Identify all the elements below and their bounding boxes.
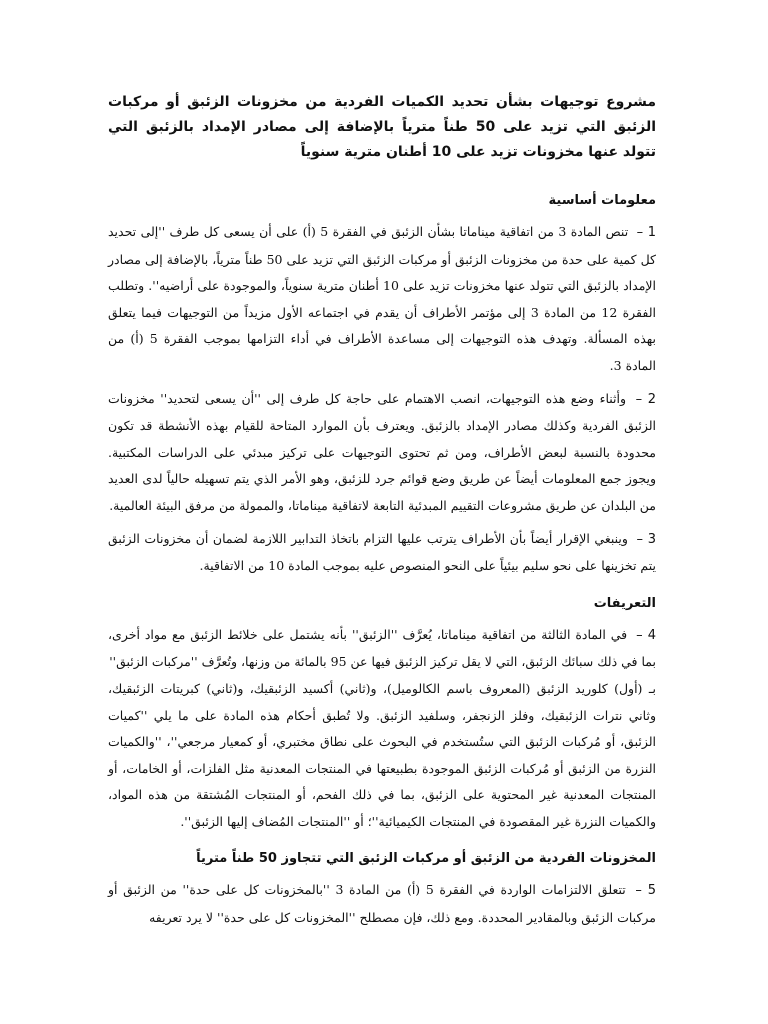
section-heading-individual-stocks: المخزونات الفردية من الزئبق أو مركبات الزئبق التي تتجاوز 50 طناً مترياً [196,851,656,867]
paragraph-number: 1 – [636,225,656,240]
document-title: مشروع توجيهات بشأن تحديد الكميات الفردية من مخزونات الزئبق أو مركبات الزئبق التي تزيد على 50 طناً مترياً بالإضافة إلى مصادر الإمداد بالزئبق التي تتولد عنها مخزونات تزيد على 10 أطنان مترية سنوياً [108,94,656,160]
paragraph-text: في المادة الثالثة من اتفاقية ميناماتا، يُعرَّف ''الزئبق'' بأنه يشتمل على خلائط الزئبق مع مواد أخرى، بما في ذلك سبائك الزئبق، التي لا يقل تركيز الزئبق فيها عن 95 بالمائة من وزنها، وتُعرَّف ''مركبات الزئبق'' [108,626,656,670]
paragraph-text: بـ (أول) كلوريد الزئبق (المعروف باسم الكالوميل)، و(ثاني) أكسيد الزئبقيك، و(ثاني) كبريتات الزئبقيك، وثاني نترات الزئبقيك، وفلز الزنجفر، وسلفيد الزئبق. ولا تُطبق أحكام هذه المادة على ما يلي ''كميات الزئبق، أو مُركبات الزئبق التي ستُستخدم في البحوث على نطاق مختبري، أو كمعيار مرجعي''، ''والكميات النزرة من الزئبق أو مُركبات الزئبق الموجودة بطبيعتها في المنتجات المعدنية مثل الفلزات، أو الخامات، أو المنتجات المعدنية غير المحتوية على الزئبق، بما في ذلك الفحم، أو المنتجات المُشتقة من هذه المواد، والكميات النزرة غير المقصودة في المنتجات الكيميائية''؛ أو ''المنتجات المُضاف إليها الزئبق''. [108,680,656,829]
paragraph-text: تتعلق الالتزامات الواردة في الفقرة 5 (أ) من المادة 3 ''بالمخزونات كل على حدة'' من الزئبق أو مركبات الزئبق وبالمقادير المحددة. ومع ذلك، فإن مصطلح ''المخزونات كل على حدة'' لا يرد تعريفه [108,882,656,926]
paragraph-2 [108,386,656,520]
paragraph-3 [108,526,656,580]
paragraph-5 [108,877,656,931]
paragraph-4-continued [108,676,656,836]
paragraph-1 [108,219,656,380]
section-heading-definitions: التعريفات [593,595,656,611]
paragraph-number: 2 – [635,391,657,407]
paragraph-number: 4 – [636,627,656,643]
paragraph-text: وأثناء وضع هذه التوجيهات، انصب الاهتمام على حاجة كل طرف إلى ''أن يسعى لتحديد'' مخزونات الزئبق الفردية وكذلك مصادر الإمداد بالزئبق. ويعترف بأن الموارد المتاحة للقيام بهذه الأنشطة قد تكون محدودة بالنسبة لبعض الأطراف، ومن ثم تحتوى التوجيهات على تركيز مبدئي على الدراسات المكتبية. ويجوز جمع المعلومات أيضاً عن طريق وضع قوائم جرد للزئبق، وهو الأمر الذي يتم تسهيله حالياً لدى العديد من البلدان عن طريق مشروعات التقييم المبدئية التابعة لاتفاقية ميناماتا، والممولة من مرفق البيئة العالمية. [108,390,656,513]
paragraph-4 [108,622,656,676]
section-heading-background: معلومات أساسية [548,193,656,208]
document-page [108,60,656,932]
paragraph-text: تنص المادة 3 من اتفاقية ميناماتا بشأن الزئبق في الفقرة 5 (أ) على أن يسعى كل طرف ''إلى تحديد كل كمية على حدة من مخزونات الزئبق أو مركبات الزئبق التي تزيد على 50 طناً مترياً، بالإضافة إلى مصادر الإمداد بالزئبق التي تتولد عنها مخزونات تزيد على 10 أطنان مترية سنوياً، والموجودة على أراضيه''. وتطلب الفقرة 12 من المادة 3 إلى مؤتمر الأطراف أن يقدم في اجتماعه الأول مزيداً من التوجيهات فيما يتعلق بهذه المسألة. وتهدف هذه التوجيهات إلى مساعدة الأطراف في أداء التزامها بموجب الفقرة 5 (أ) من المادة 3. [108,224,657,373]
paragraph-text: وينبغي الإقرار أيضاً بأن الأطراف يترتب عليها التزام باتخاذ التدابير اللازمة لضمان أن مخزونات الزئبق يتم تخزينها على نحو سليم بيئياً على النحو المنصوص عليه بموجب المادة 10 من الاتفاقية. [108,530,656,574]
paragraph-number: 5 – [635,883,656,899]
paragraph-number: 3 – [636,531,656,547]
